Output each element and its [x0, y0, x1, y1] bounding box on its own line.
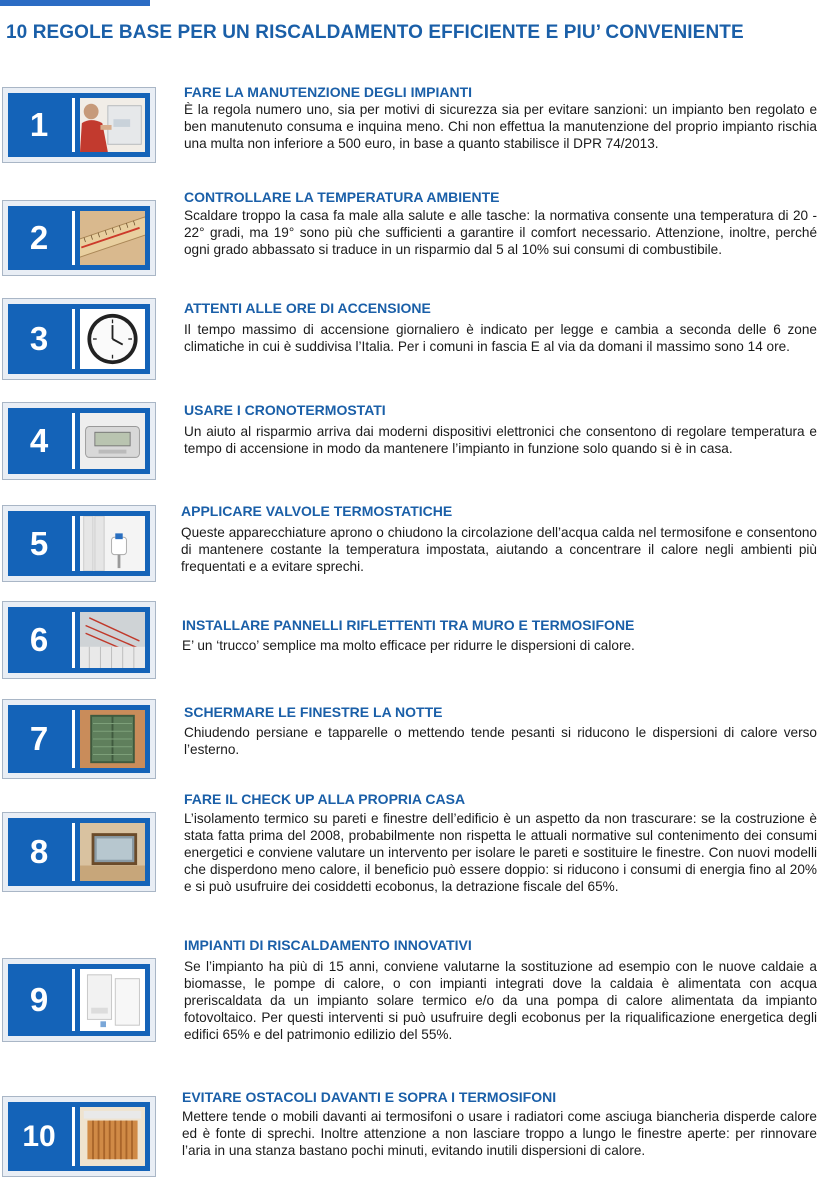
rule-7-title: SCHERMARE LE FINESTRE LA NOTTE: [184, 704, 443, 720]
chronothermostat-icon: [80, 413, 145, 469]
boiler-icon: [80, 969, 145, 1031]
top-accent-bar: [0, 0, 150, 6]
rule-number: 6: [29, 621, 49, 658]
thermometer-icon: [80, 211, 145, 265]
rule-number: 1: [29, 106, 49, 143]
rule-10-sign: [2, 1096, 156, 1177]
rule-2-text: Scaldare troppo la casa fa male alla salute e alle tasche: la normativa consente una temperatura di 20 - 22° gradi, ma 19° sono più che sufficienti a garantire il comfort necessario. Attenzione, inoltre, perché ogni grado abbassato si traduce in un risparmio dal 5 al 10% sui consumi di combustibile.: [184, 208, 817, 257]
rule-9-title: IMPIANTI DI RISCALDAMENTO INNOVATIVI: [184, 937, 472, 953]
rule-number: 4: [29, 422, 49, 459]
rule-8-text: L’isolamento termico su pareti e finestre dell’edificio è un aspetto da non trascurare: se la costruzione è stata fatta prima del 2008, probabilmente non rispetta le attuali normative sul contenimento dei consumi energetici e conviene valutare un intervento per isolare le pareti e sostituire le finestre. Con nuovi modelli che disperdono meno calore, il beneficio può essere doppio: si riducono i consumi di energia fino al 20% e si può usufruire dei cosiddetti ecobonus, la detrazione fiscale del 65%.: [184, 811, 817, 894]
technician-boiler-icon: [80, 98, 145, 152]
rule-10-text: Mettere tende o mobili davanti ai termosifoni o usare i radiatori come asciuga biancheria disperde calore ed è fonte di sprechi. Inoltre attenzione a non lasciare troppo a lungo le finestre aperte: per rinnovare l’aria in una stanza bastano pochi minuti, evitando inutili dispersioni di calore.: [182, 1109, 817, 1158]
rule-6-title: INSTALLARE PANNELLI RIFLETTENTI TRA MURO E TERMOSIFONE: [182, 617, 635, 633]
rule-7-text: Chiudendo persiane e tapparelle o mettendo tende pesanti si riducono le dispersioni di calore verso l’esterno.: [184, 725, 817, 757]
rule-number: 5: [29, 524, 49, 562]
rule-1-sign: [2, 87, 156, 163]
rule-6-text: E’ un ‘trucco’ semplice ma molto efficace per ridurre le dispersioni di calore.: [182, 638, 635, 653]
rule-4-title: USARE I CRONOTERMOSTATI: [184, 402, 386, 418]
reflective-panel-icon: [80, 612, 145, 668]
page-title: 10 REGOLE BASE PER UN RISCALDAMENTO EFFICIENTE E PIU’ CONVENIENTE: [6, 22, 744, 43]
rule-4-sign: [2, 402, 156, 480]
rule-7-sign: [2, 699, 156, 779]
rule-5-sign: [2, 505, 156, 582]
rule-1-text: È la regola numero uno, sia per motivi di sicurezza sia per evitare sanzioni: un impianto ben regolato e ben manutenuto consuma e inquina meno. Chi non effettua la manutenzione del proprio impianto rischia una multa non inferiore a 500 euro, in base a quanto stabilisce il DPR 74/2013.: [184, 102, 817, 151]
rule-1-title: FARE LA MANUTENZIONE DEGLI IMPIANTI: [184, 84, 473, 100]
thermostatic-valve-icon: [80, 516, 145, 571]
window-shutters-icon: [80, 710, 145, 768]
rule-5-title: APPLICARE VALVOLE TERMOSTATICHE: [181, 503, 453, 519]
rule-number: 3: [29, 320, 49, 357]
rule-4-text: Un aiuto al risparmio arriva dai moderni dispositivi elettronici che consentono di regolare temperatura e tempo di accensione in modo da mantenere l’impianto in funzione solo quando si è in casa.: [184, 424, 817, 456]
rule-2-sign: [2, 200, 156, 276]
rule-6-sign: [2, 601, 156, 679]
rule-10-title: EVITARE OSTACOLI DAVANTI E SOPRA I TERMOSIFONI: [182, 1089, 557, 1105]
rule-number: 9: [29, 981, 49, 1018]
rule-8-title: FARE IL CHECK UP ALLA PROPRIA CASA: [184, 791, 466, 807]
rule-3-title: ATTENTI ALLE ORE DI ACCENSIONE: [184, 300, 431, 316]
rule-number: 2: [29, 219, 49, 256]
rule-number: 7: [29, 720, 49, 757]
rule-3-text: Il tempo massimo di accensione giornaliero è indicato per legge e cambia a seconda delle 6 zone climatiche in cui è suddivisa l’Italia. Per i comuni in fascia E al via da domani il massimo sono 14 ore.: [184, 322, 817, 354]
rule-2-title: CONTROLLARE LA TEMPERATURA AMBIENTE: [184, 189, 500, 205]
rule-9-sign: [2, 958, 156, 1042]
rule-number: 10: [22, 1119, 56, 1153]
house-window-icon: [80, 823, 145, 881]
rule-9-text: Se l’impianto ha più di 15 anni, conviene valutarne la sostituzione ad esempio con le nuove caldaie a biomasse, le pompe di calore, o con impianti integrati dove la caldaia è alimentata con acqua preriscaldata da un impianto solare termico e/o da una pompa di calore alimentata da impianto fotovoltaico. Per questi interventi si può usufruire degli ecobonus per la riqualificazione energetica degli edifici 65% e del patrimonio edilizio del 55%.: [184, 959, 817, 1042]
rule-number: 8: [29, 833, 49, 870]
clock-icon: [80, 309, 145, 369]
rule-3-sign: [2, 298, 156, 380]
rule-8-sign: [2, 812, 156, 892]
rule-5-text: Queste apparecchiature aprono o chiudono la circolazione dell’acqua calda nel termosifone e consentono di mantenere costante la temperatura impostata, aiutando a concentrare il calore negli ambienti più frequentati e a evitare sprechi.: [181, 525, 817, 574]
radiator-icon: [80, 1107, 145, 1166]
